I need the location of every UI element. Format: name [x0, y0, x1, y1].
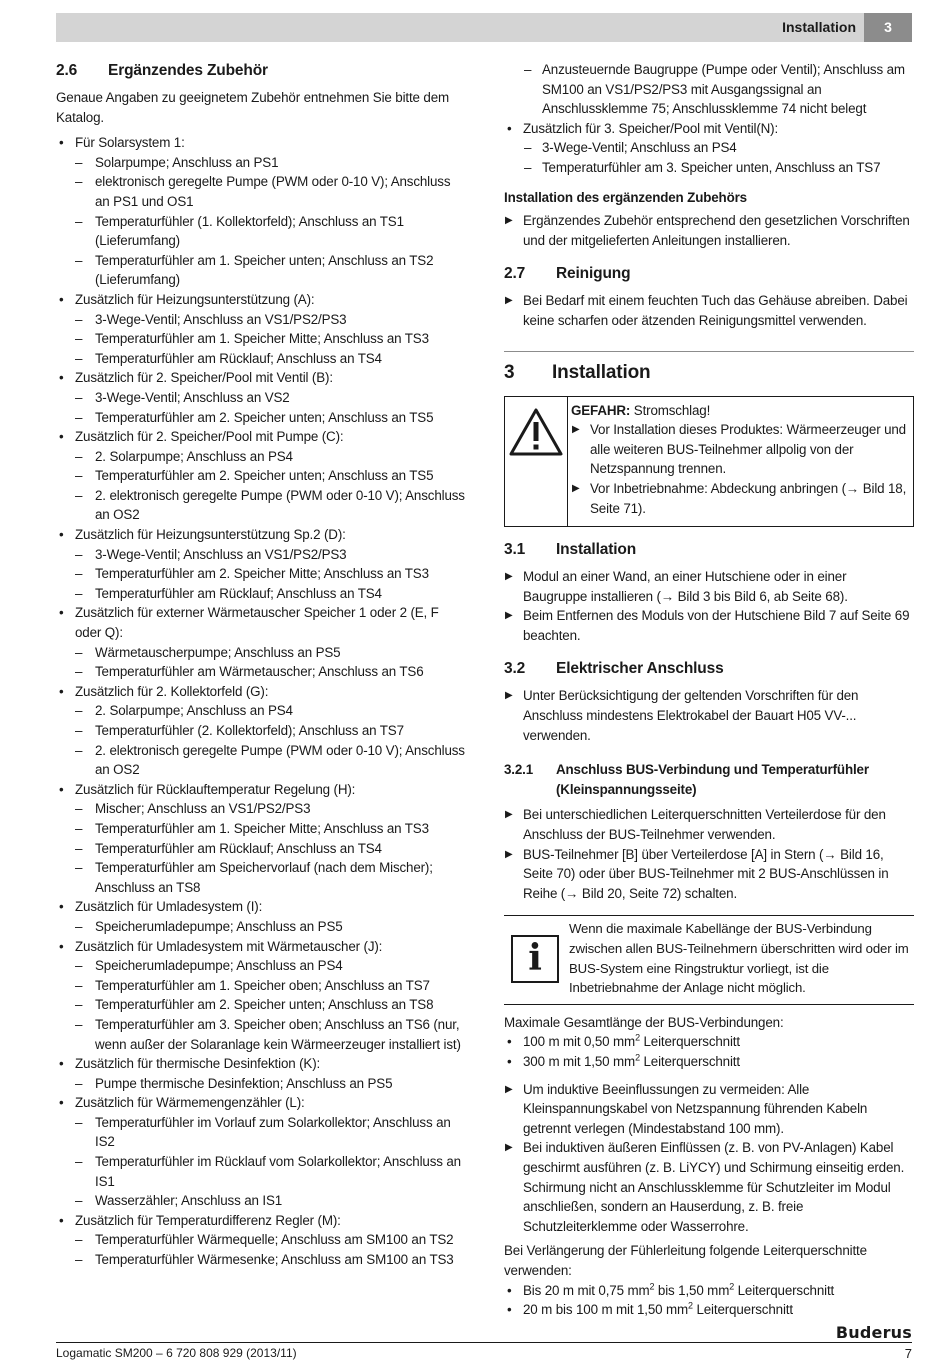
- right-column: [504, 60, 914, 1320]
- list-item: – 2. elektronisch geregelte Pumpe (PWM oder 0-10 V); Anschluss an OS2: [56, 741, 466, 780]
- info-box: [504, 915, 914, 1004]
- list-item: – 3-Wege-Ventil; Anschluss an VS1/PS2/PS3: [56, 545, 466, 565]
- cable-step: ▶ Um induktive Beeinflussungen zu vermeiden: Alle Kleinspannungskabel von Netzspannung führenden Kabeln getrennt verlegen (Mindestabstand 100 mm).: [504, 1080, 914, 1139]
- list-item: – 2. Solarpumpe; Anschluss an PS4: [56, 701, 466, 721]
- list-item: • Zusätzlich für 2. Kollektorfeld (G):: [56, 682, 466, 702]
- list-item: • Zusätzlich für Umladesystem (I):: [56, 897, 466, 917]
- list-item: – Temperaturfühler (2. Kollektorfeld); Anschluss an TS7: [56, 721, 466, 741]
- list-item: • Zusätzlich für Wärmemengenzähler (L):: [56, 1093, 466, 1113]
- list-item: – Temperaturfühler am 2. Speicher Mitte; Anschluss an TS3: [56, 564, 466, 584]
- danger-step: ▶ Vor Inbetriebnahme: Abdeckung anbringen (→ Bild 18, Seite 71).: [571, 479, 907, 518]
- install-accessory-step: ▶ Ergänzendes Zubehör entsprechend den gesetzlichen Vorschriften und der mitgelieferten Anleitungen installieren.: [504, 211, 914, 250]
- chapter-separator: [504, 351, 914, 352]
- header-bar: [56, 13, 912, 42]
- danger-label: GEFAHR:: [571, 402, 631, 418]
- list-item: • Für Solarsystem 1:: [56, 133, 466, 153]
- info-text: Wenn die maximale Kabellänge der BUS-Verbindung zwischen allen BUS-Teilnehmern überschritten wird oder im BUS-System eine Ringstruktur vorliegt, ist die Inbetriebnahme der Anlage nicht möglich.: [569, 921, 909, 996]
- intro-text: Genaue Angaben zu geeignetem Zubehör entnehmen Sie bitte dem Katalog.: [56, 90, 450, 125]
- list-item: – Pumpe thermische Desinfektion; Anschluss an PS5: [56, 1074, 466, 1094]
- list-item: – Temperaturfühler am 1. Speicher unten; Anschluss an TS2 (Lieferumfang): [56, 251, 466, 290]
- list-item: • Zusätzlich für thermische Desinfektion (K):: [56, 1054, 466, 1074]
- list-item: • Zusätzlich für Umladesystem mit Wärmetauscher (J):: [56, 937, 466, 957]
- cable-step: ▶ Bei induktiven äußeren Einflüssen (z. B. von PV-Anlagen) Kabel geschirmt ausführen (z. B. LiYCY) und Schirmung einseitig erden. Schirmung nicht an Anschlussklemme für Schutzleiter im Modul anschließen, sondern an Hauserdung, z. B. freie Schutzleiterklemme oder Wasserrohre.: [504, 1138, 914, 1236]
- bus-step: ▶ BUS-Teilnehmer [B] über Verteilerdose [A] in Stern (→ Bild 16, Seite 70) oder über BUS-Teilnehmer mit 2 BUS-Anschlüssen in Reihe (→ Bild 20, Seite 72) schalten.: [504, 845, 914, 904]
- list-item: – 3-Wege-Ventil; Anschluss an PS4: [504, 138, 914, 158]
- list-item: – Temperaturfühler am Rücklauf; Anschluss an TS4: [56, 584, 466, 604]
- danger-box: [504, 396, 914, 528]
- list-item: – Temperaturfühler am 1. Speicher oben; Anschluss an TS7: [56, 976, 466, 996]
- list-item: – Temperaturfühler am 3. Speicher oben; Anschluss an TS6 (nur, wenn außer der Solaranlage kein Wärmeerzeuger installiert ist): [56, 1015, 466, 1054]
- list-item: • 100 m mit 0,50 $mm^2$ Leiterquerschnitt: [504, 1032, 914, 1052]
- list-item: • Bis 20 m mit 0,75 $mm^2$ bis 1,50 $mm^2$ Leiterquerschnitt: [504, 1281, 914, 1301]
- list-item: • Zusätzlich für externer Wärmetauscher Speicher 1 oder 2 (E, F oder Q):: [56, 603, 466, 642]
- accessory-list: [56, 133, 466, 1269]
- list-item: – Temperaturfühler am 2. Speicher unten; Anschluss an TS5: [56, 408, 466, 428]
- chapter-3-heading: 3 Installation: [504, 361, 651, 383]
- header-title: Installation: [782, 19, 856, 35]
- list-item: – 2. elektronisch geregelte Pumpe (PWM oder 0-10 V); Anschluss an OS2: [56, 486, 466, 525]
- list-item: • Zusätzlich für Heizungsunterstützung Sp.2 (D):: [56, 525, 466, 545]
- section-2-6-heading: 2.6 Ergänzendes Zubehör: [56, 62, 268, 79]
- list-item: – 3-Wege-Ventil; Anschluss an VS1/PS2/PS3: [56, 310, 466, 330]
- list-item: – Wärmetauscherpumpe; Anschluss an PS5: [56, 643, 466, 663]
- install-accessory-heading: Installation des ergänzenden Zubehörs: [504, 189, 747, 205]
- list-item: – Temperaturfühler Wärmesenke; Anschluss am SM100 an TS3: [56, 1250, 466, 1270]
- info-icon: i: [511, 935, 559, 983]
- buderus-logo: Buderus: [835, 1323, 912, 1342]
- list-item: – Temperaturfühler am 1. Speicher Mitte; Anschluss an TS3: [56, 329, 466, 349]
- section-3-2-1-heading: 3.2.1 Anschluss BUS-Verbindung und Temperaturfühler (Kleinspannungsseite): [504, 762, 869, 797]
- footer-document-id: Logamatic SM200 – 6 720 808 929 (2013/11): [56, 1346, 297, 1360]
- list-item: – Wasserzähler; Anschluss an IS1: [56, 1191, 466, 1211]
- list-item: • Zusätzlich für 2. Speicher/Pool mit Ventil (B):: [56, 368, 466, 388]
- list-item: – Temperaturfühler am 2. Speicher unten; Anschluss an TS8: [56, 995, 466, 1015]
- electric-step: ▶ Unter Berücksichtigung der geltenden Vorschriften für den Anschluss mindestens Elektrokabel der Bauart H05 VV-... verwenden.: [504, 686, 914, 745]
- list-item: – Temperaturfühler im Rücklauf vom Solarkollektor; Anschluss an IS1: [56, 1152, 466, 1191]
- list-item: – Speicherumladepumpe; Anschluss an PS4: [56, 956, 466, 976]
- list-item: • Zusätzlich für Rücklauftemperatur Regelung (H):: [56, 780, 466, 800]
- footer-rule: [56, 1342, 912, 1343]
- list-item: • 20 m bis 100 m mit 1,50 $mm^2$ Leiterquerschnitt: [504, 1300, 914, 1320]
- section-3-1-heading: 3.1 Installation: [504, 541, 637, 559]
- list-item: – elektronisch geregelte Pumpe (PWM oder 0-10 V); Anschluss an PS1 und OS1: [56, 172, 466, 211]
- list-item: – Temperaturfühler (1. Kollektorfeld); Anschluss an TS1 (Lieferumfang): [56, 212, 466, 251]
- bus-step: ▶ Bei unterschiedlichen Leiterquerschnitten Verteilerdose für den Anschluss der BUS-Teilnehmer verwenden.: [504, 805, 914, 844]
- section-2-7-heading: 2.7 Reinigung: [504, 265, 631, 283]
- danger-text: [568, 397, 913, 527]
- list-item: – Temperaturfühler am 3. Speicher unten, Anschluss an TS7: [504, 158, 914, 178]
- info-icon-cell: [504, 919, 566, 997]
- chapter-number: 3: [864, 13, 912, 42]
- list-item: • 300 m mit 1,50 $mm^2$ Leiterquerschnitt: [504, 1052, 914, 1072]
- list-item: – Solarpumpe; Anschluss an PS1: [56, 153, 466, 173]
- danger-step: ▶ Vor Installation dieses Produktes: Wärmeerzeuger und alle weiteren BUS-Teilnehmer allpolig von der Netzspannung trennen.: [571, 420, 907, 479]
- list-item: – Temperaturfühler am 2. Speicher unten; Anschluss an TS5: [56, 466, 466, 486]
- max-length-text: Maximale Gesamtlänge der BUS-Verbindungen:: [504, 1014, 784, 1030]
- list-item: • Zusätzlich für Heizungsunterstützung (A):: [56, 290, 466, 310]
- list-item: – Speicherumladepumpe; Anschluss an PS5: [56, 917, 466, 937]
- danger-message: Stromschlag!: [633, 402, 711, 418]
- cleaning-step: ▶ Bei Bedarf mit einem feuchten Tuch das Gehäuse abreiben. Dabei keine scharfen oder ätzenden Reinigungsmittel verwenden.: [504, 291, 914, 330]
- list-item: – Temperaturfühler im Vorlauf zum Solarkollektor; Anschluss an IS2: [56, 1113, 466, 1152]
- list-item: – Temperaturfühler am Speichervorlauf (nach dem Mischer); Anschluss an TS8: [56, 858, 466, 897]
- list-item: – Temperaturfühler am Wärmetauscher; Anschluss an TS6: [56, 662, 466, 682]
- install-step: ▶ Modul an einer Wand, an einer Hutschiene oder in einer Baugruppe installieren (→ Bild 3 bis Bild 6, ab Seite 68).: [504, 567, 914, 606]
- list-item: – Temperaturfühler Wärmequelle; Anschluss am SM100 an TS2: [56, 1230, 466, 1250]
- list-item: – Temperaturfühler am Rücklauf; Anschluss an TS4: [56, 349, 466, 369]
- extension-text: Bei Verlängerung der Fühlerleitung folgende Leiterquerschnitte verwenden:: [504, 1243, 867, 1278]
- list-item: • Zusätzlich für 3. Speicher/Pool mit Ventil(N):: [504, 119, 914, 139]
- list-item: – Temperaturfühler am 1. Speicher Mitte; Anschluss an TS3: [56, 819, 466, 839]
- page-number: 7: [904, 1346, 912, 1361]
- section-3-2-heading: 3.2 Elektrischer Anschluss: [504, 660, 724, 678]
- install-step: ▶ Beim Entfernen des Moduls von der Hutschiene Bild 7 auf Seite 69 beachten.: [504, 606, 914, 645]
- warning-triangle-icon: [508, 407, 564, 457]
- list-item: – Mischer; Anschluss an VS1/PS2/PS3: [56, 799, 466, 819]
- left-column: [56, 60, 466, 1270]
- list-item: – Anzusteuernde Baugruppe (Pumpe oder Ventil); Anschluss am SM100 an VS1/PS2/PS3 mit Ausgangssignal an Anschlussklemme 75; Anschlussklemme 74 nicht belegt: [504, 60, 914, 119]
- list-item: – 2. Solarpumpe; Anschluss an PS4: [56, 447, 466, 467]
- list-item: • Zusätzlich für 2. Speicher/Pool mit Pumpe (C):: [56, 427, 466, 447]
- list-item: – 3-Wege-Ventil; Anschluss an VS2: [56, 388, 466, 408]
- list-item: – Temperaturfühler am Rücklauf; Anschluss an TS4: [56, 839, 466, 859]
- list-item: • Zusätzlich für Temperaturdifferenz Regler (M):: [56, 1211, 466, 1231]
- danger-icon-cell: [505, 397, 568, 527]
